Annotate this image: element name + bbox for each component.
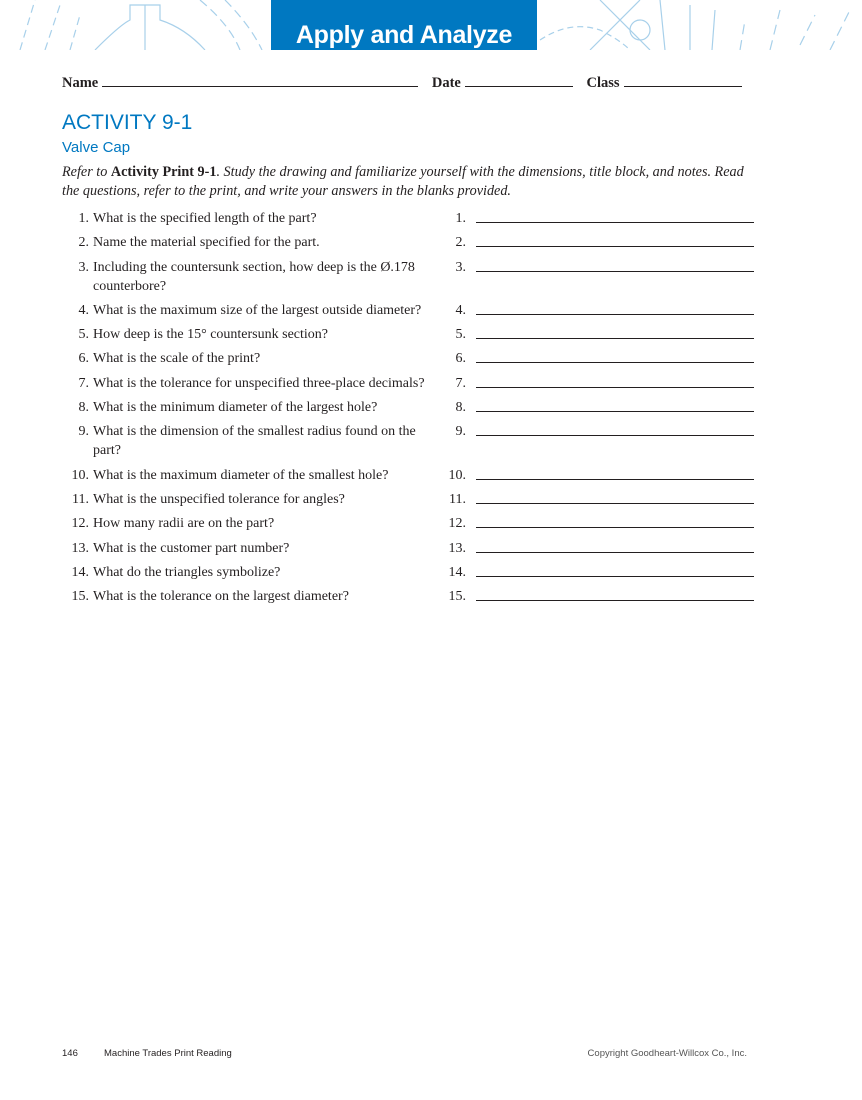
answer-blank[interactable] bbox=[476, 325, 754, 339]
intro-print-reference: Activity Print 9-1 bbox=[110, 164, 217, 180]
question-row bbox=[62, 514, 762, 538]
answer-number: 11. bbox=[449, 491, 466, 507]
answer-blank[interactable] bbox=[476, 422, 754, 436]
answer-number: 4. bbox=[455, 302, 466, 318]
copyright: Copyright Goodheart-Willcox Co., Inc. bbox=[587, 1048, 747, 1059]
question-text: What is the minimum diameter of the largest hole? bbox=[93, 400, 378, 416]
question-number: 7. bbox=[78, 375, 89, 391]
activity-subtitle: Valve Cap bbox=[62, 139, 131, 156]
question-number: 11. bbox=[72, 491, 89, 507]
question-text: What is the tolerance on the largest diameter? bbox=[93, 589, 349, 605]
name-field[interactable] bbox=[102, 72, 418, 87]
answer-blank[interactable] bbox=[476, 563, 754, 577]
answer-number: 10. bbox=[448, 467, 466, 483]
question-text: What is the maximum diameter of the smallest hole? bbox=[93, 467, 389, 483]
question-number: 3. bbox=[78, 259, 89, 275]
answer-number: 2. bbox=[455, 235, 466, 251]
question-row bbox=[62, 490, 762, 514]
answer-blank[interactable] bbox=[476, 398, 754, 412]
book-title: Machine Trades Print Reading bbox=[104, 1048, 232, 1059]
question-text: What is the customer part number? bbox=[93, 540, 290, 556]
question-number: 10. bbox=[71, 467, 89, 483]
question-text: What is the unspecified tolerance for angles? bbox=[93, 491, 345, 507]
question-number: 1. bbox=[78, 211, 89, 226]
question-row bbox=[62, 301, 762, 325]
question-text: What is the tolerance for unspecified three-place decimals? bbox=[93, 375, 425, 391]
question-text: What is the maximum size of the largest outside diameter? bbox=[93, 302, 422, 318]
question-text: What is the specified length of the part? bbox=[93, 211, 317, 226]
answer-number: 8. bbox=[455, 400, 466, 416]
student-info-row bbox=[62, 72, 742, 92]
answer-blank[interactable] bbox=[476, 258, 754, 272]
answer-number: 9. bbox=[455, 424, 466, 440]
answer-number: 1. bbox=[455, 211, 466, 226]
instructions bbox=[62, 163, 762, 201]
question-row bbox=[62, 539, 762, 563]
answer-blank[interactable] bbox=[476, 587, 754, 601]
question-number: 5. bbox=[78, 327, 89, 343]
question-text: Name the material specified for the part. bbox=[93, 235, 320, 251]
answer-number: 12. bbox=[448, 516, 466, 532]
answer-number: 3. bbox=[455, 259, 466, 275]
answer-blank[interactable] bbox=[476, 349, 754, 363]
question-number: 8. bbox=[78, 400, 89, 416]
question-row bbox=[62, 233, 762, 257]
question-text: What do the triangles symbolize? bbox=[93, 564, 281, 580]
answer-number: 15. bbox=[448, 589, 466, 605]
question-row bbox=[62, 398, 762, 422]
question-number: 12. bbox=[71, 516, 89, 532]
question-row bbox=[62, 563, 762, 587]
question-number: 4. bbox=[78, 302, 89, 318]
question-text: What is the dimension of the smallest radius found on the part? bbox=[93, 424, 416, 459]
answer-blank[interactable] bbox=[476, 514, 754, 528]
question-number: 2. bbox=[78, 235, 89, 251]
intro-prefix: Refer to bbox=[62, 164, 111, 180]
class-field[interactable] bbox=[624, 72, 742, 87]
question-row bbox=[62, 258, 762, 301]
question-text: How deep is the 15° countersunk section? bbox=[93, 327, 328, 343]
section-banner: Apply and Analyze bbox=[271, 0, 537, 50]
question-text: Including the countersunk section, how deep is the Ø.178 counterbore? bbox=[93, 259, 415, 294]
question-number: 15. bbox=[71, 589, 89, 605]
question-text: What is the scale of the print? bbox=[93, 351, 261, 367]
question-row bbox=[62, 374, 762, 398]
answer-blank[interactable] bbox=[476, 301, 754, 315]
name-label: Name bbox=[62, 75, 99, 91]
intro-text: . Study the drawing and familiarize yourself with the dimensions, title block, and notes. Read the questions, refer to the print, and write your answers in the blanks provided. bbox=[62, 164, 744, 199]
answer-blank[interactable] bbox=[476, 466, 754, 480]
question-number: 6. bbox=[78, 351, 89, 367]
answer-blank[interactable] bbox=[476, 490, 754, 504]
answer-number: 14. bbox=[448, 564, 466, 580]
question-row bbox=[62, 349, 762, 373]
question-number: 13. bbox=[71, 540, 89, 556]
question-number: 9. bbox=[78, 424, 89, 440]
class-label: Class bbox=[586, 75, 620, 91]
date-field[interactable] bbox=[465, 72, 573, 87]
answer-number: 7. bbox=[455, 375, 466, 391]
answer-blank[interactable] bbox=[476, 233, 754, 247]
question-row bbox=[62, 209, 762, 233]
question-list bbox=[62, 209, 762, 611]
answer-blank[interactable] bbox=[476, 539, 754, 553]
answer-blank[interactable] bbox=[476, 209, 754, 223]
page-number: 146 bbox=[62, 1048, 78, 1059]
question-number: 14. bbox=[71, 564, 89, 580]
question-row bbox=[62, 325, 762, 349]
question-text: How many radii are on the part? bbox=[93, 516, 275, 532]
answer-number: 13. bbox=[448, 540, 466, 556]
answer-number: 5. bbox=[455, 327, 466, 343]
answer-number: 6. bbox=[455, 351, 466, 367]
activity-title: ACTIVITY 9-1 bbox=[62, 111, 193, 134]
date-label: Date bbox=[431, 75, 461, 91]
answer-blank[interactable] bbox=[476, 374, 754, 388]
question-row bbox=[62, 587, 762, 611]
question-row bbox=[62, 422, 762, 465]
question-row bbox=[62, 466, 762, 490]
